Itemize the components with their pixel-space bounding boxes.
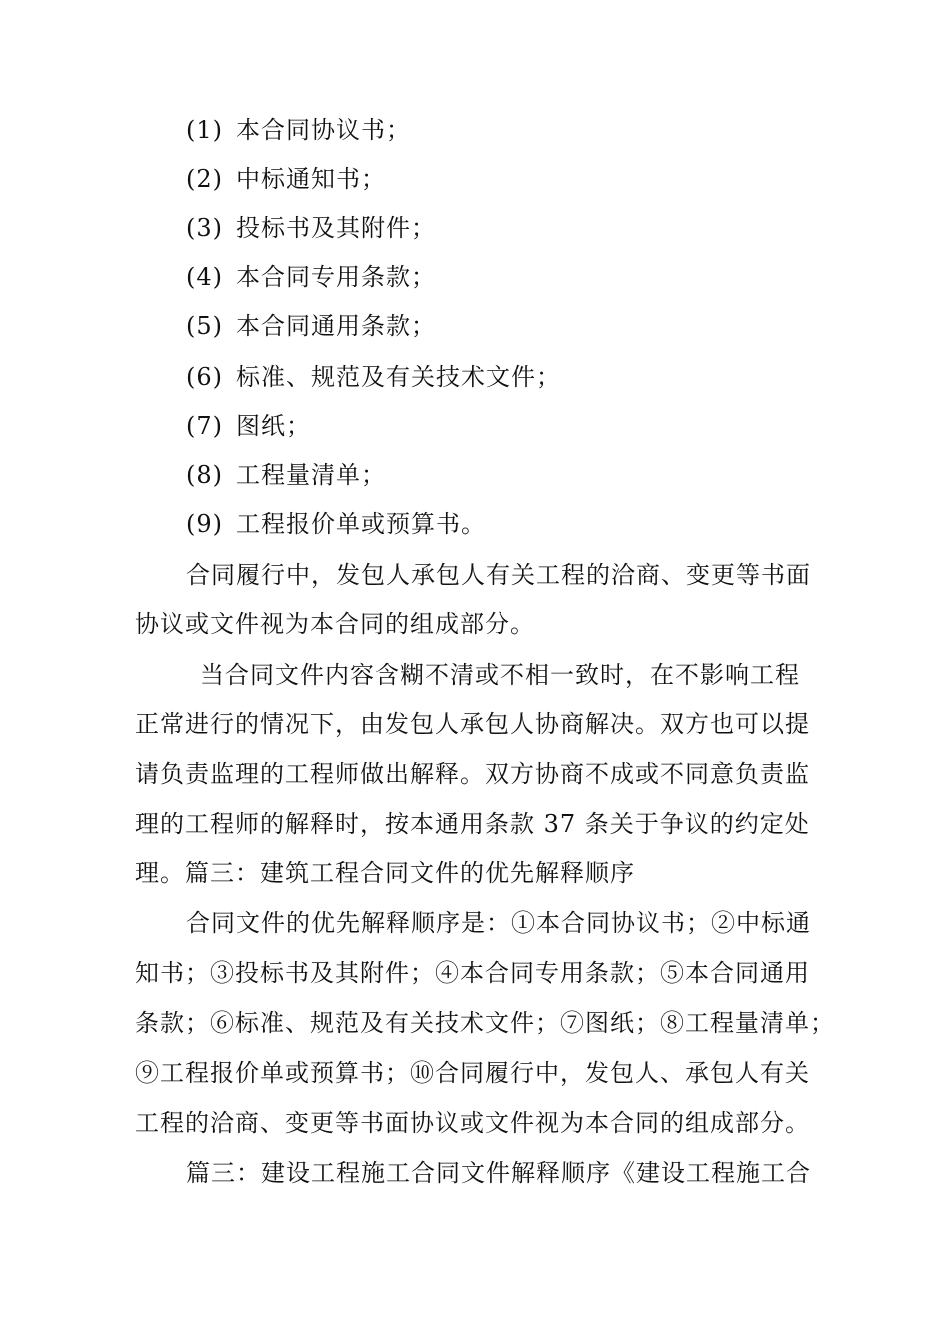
paragraph-line: 合同文件的优先解释顺序是：①本合同协议书；②中标通 <box>186 909 811 937</box>
paragraph-line: 请负责监理的工程师做出解释。双方协商不成或不同意负责监 <box>135 760 810 788</box>
list-item: (1) 本合同协议书； <box>186 116 411 144</box>
paragraph-line: 合同履行中，发包人承包人有关工程的洽商、变更等书面 <box>186 561 811 589</box>
list-item: (3) 投标书及其附件； <box>186 214 436 242</box>
list-item: (4) 本合同专用条款； <box>186 263 436 291</box>
paragraph-line: 工程的洽商、变更等书面协议或文件视为本合同的组成部分。 <box>135 1109 810 1137</box>
list-item: (8) 工程量清单； <box>186 461 386 489</box>
paragraph-line: 条款；⑥标准、规范及有关技术文件；⑦图纸；⑧工程量清单； <box>135 1009 835 1037</box>
paragraph-line: 协议或文件视为本合同的组成部分。 <box>135 610 535 638</box>
list-item: (2) 中标通知书； <box>186 165 386 193</box>
paragraph-line: 理的工程师的解释时，按本通用条款 37 条关于争议的约定处 <box>135 810 810 838</box>
paragraph-line: 篇三：建设工程施工合同文件解释顺序《建设工程施工合 <box>186 1159 811 1187</box>
list-item: (5) 本合同通用条款； <box>186 312 436 340</box>
paragraph-line: 理。篇三：建筑工程合同文件的优先解释顺序 <box>135 859 635 887</box>
list-item: (6) 标准、规范及有关技术文件； <box>186 363 561 391</box>
paragraph-line: 正常进行的情况下，由发包人承包人协商解决。双方也可以提 <box>135 710 810 738</box>
list-item: (9) 工程报价单或预算书。 <box>186 510 486 538</box>
paragraph-line: ⑨工程报价单或预算书；⑩合同履行中，发包人、承包人有关 <box>135 1059 810 1087</box>
list-item: (7) 图纸； <box>186 412 311 440</box>
paragraph-line: 知书；③投标书及其附件；④本合同专用条款；⑤本合同通用 <box>135 959 810 987</box>
paragraph-line: 当合同文件内容含糊不清或不相一致时，在不影响工程 <box>200 661 800 689</box>
